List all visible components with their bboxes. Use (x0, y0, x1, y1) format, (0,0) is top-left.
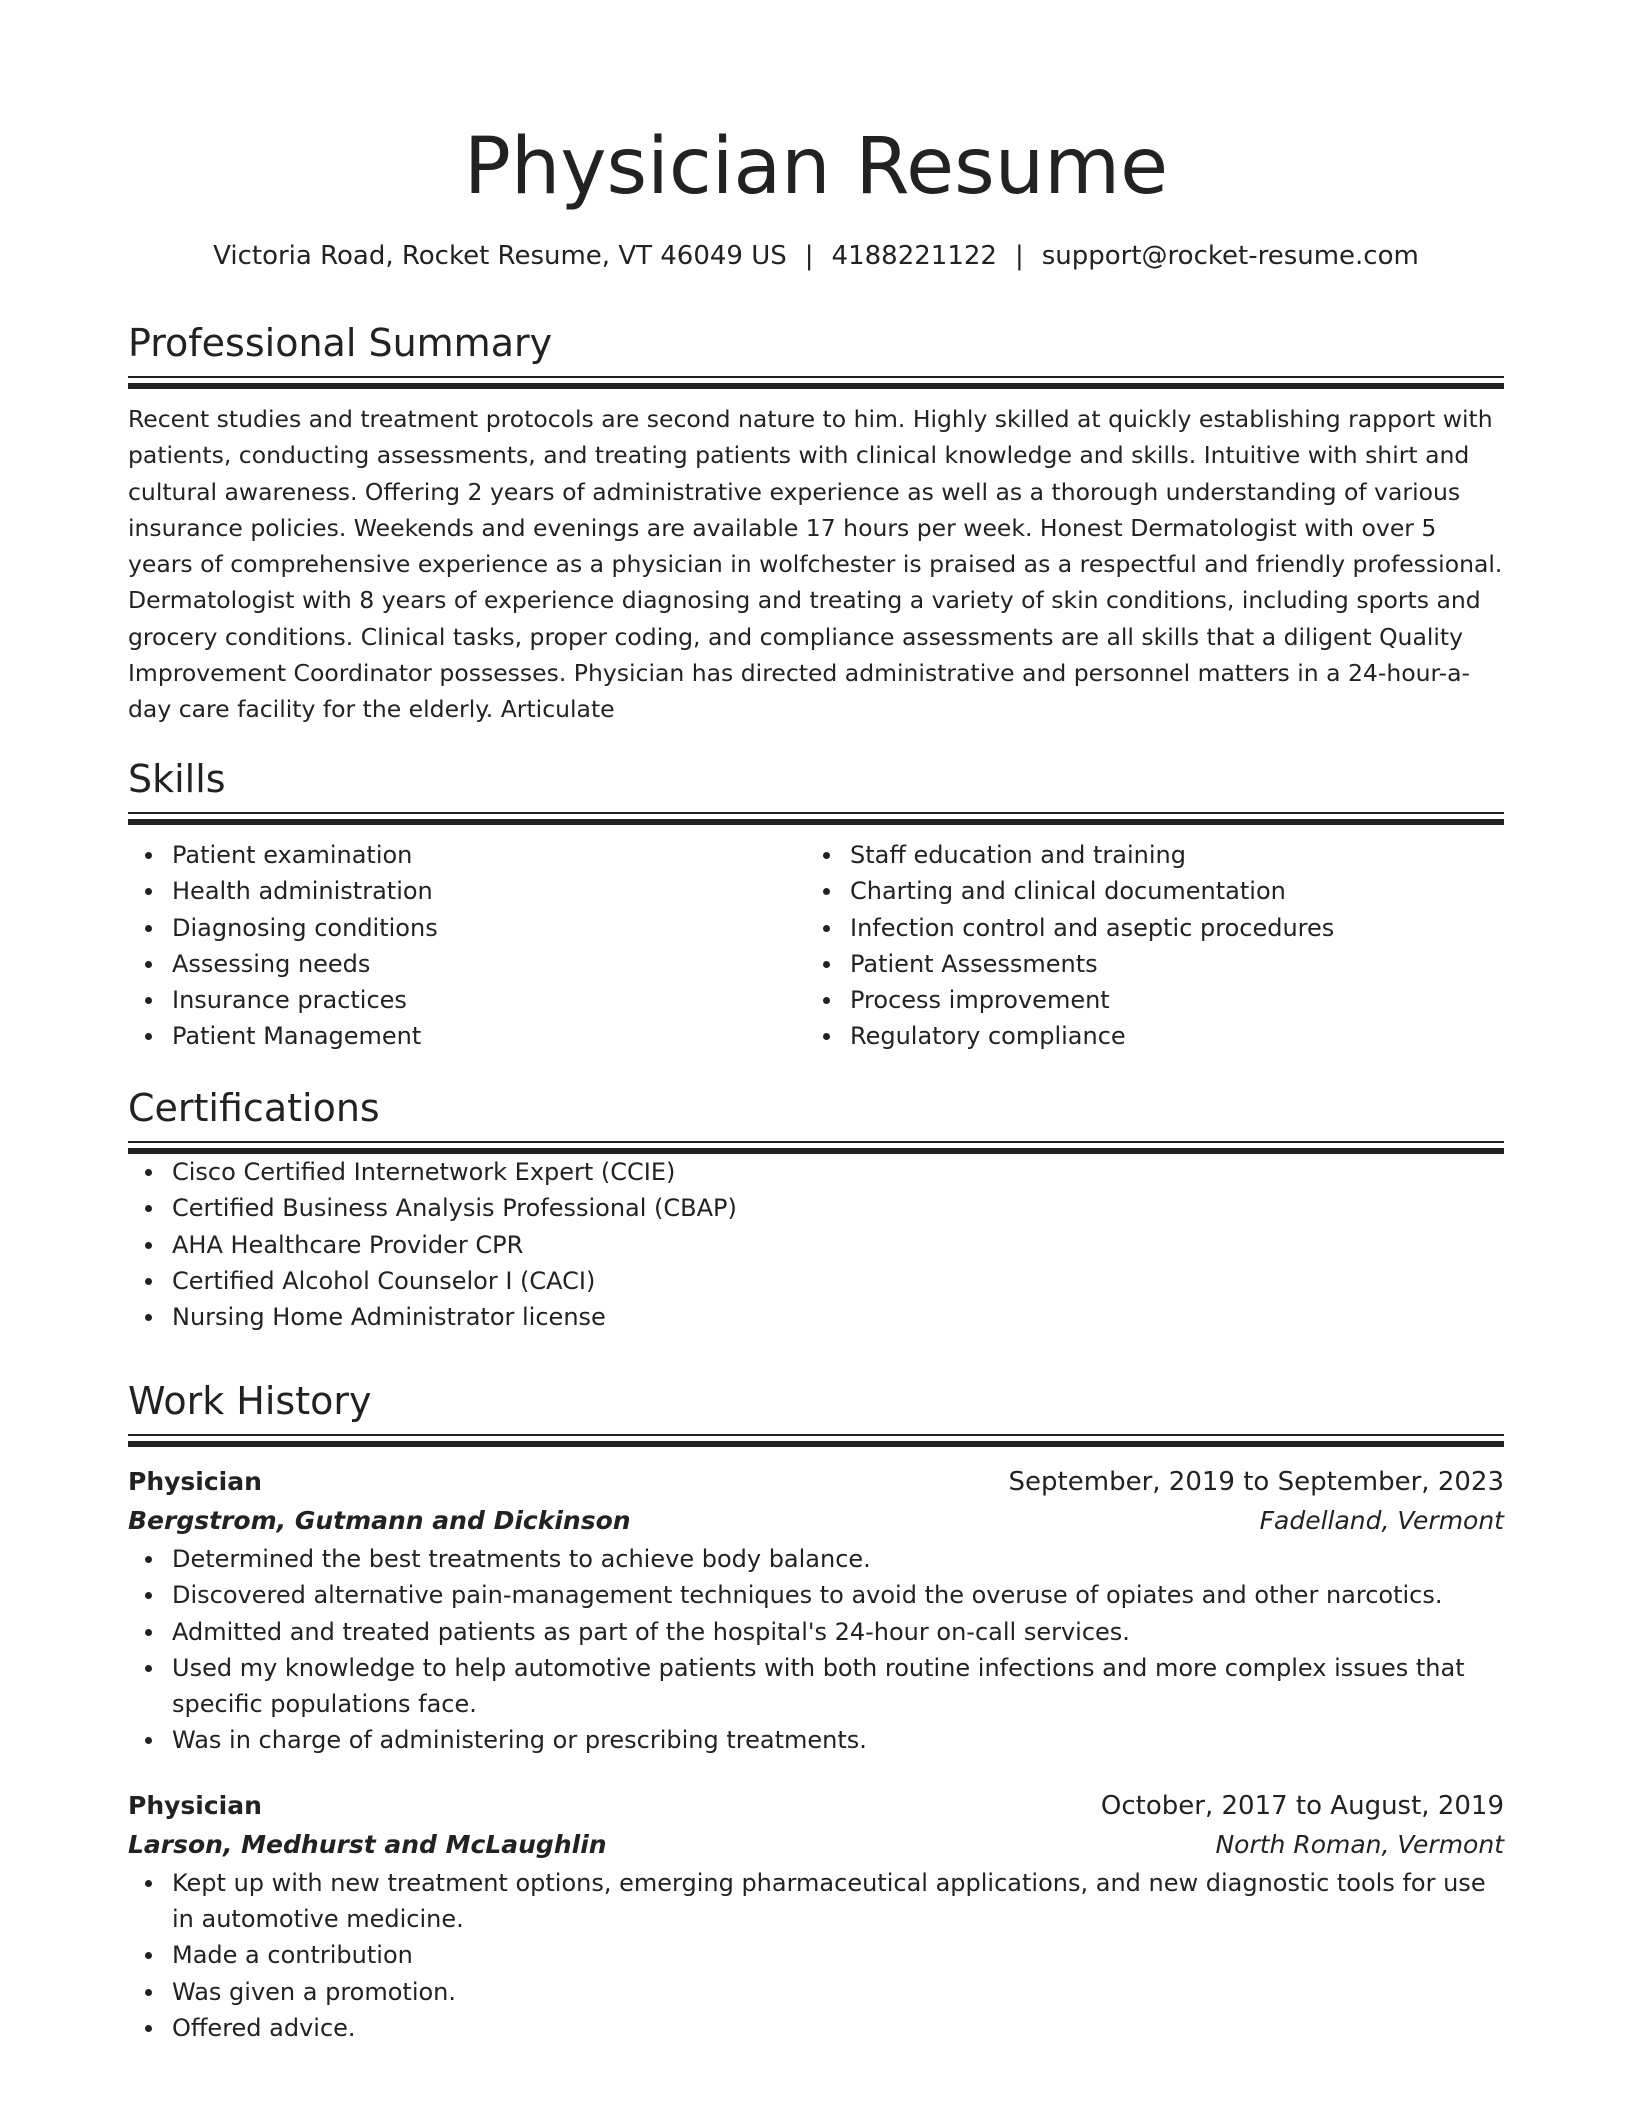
job-duty: Discovered alternative pain-management techniques to avoid the overuse of opiates and other narcotics. (172, 1577, 1504, 1613)
job-entry (128, 1787, 1504, 2046)
summary-text: Recent studies and treatment protocols are second nature to him. Highly skilled at quickly establishing rapport with patients, conducting assessments, and treating patients with clinical knowledge and skills. Intuitive with shirt and cultural awareness. Offering 2 years of administrative experience as well as a thorough understanding of various insurance policies. Weekends and evenings are available 17 hours per week. Honest Dermatologist with over 5 years of comprehensive experience as a physician in wolfchester is praised as a respectful and friendly professional. Dermatologist with 8 years of experience diagnosing and treating a variety of skin conditions, including sports and grocery conditions. Clinical tasks, proper coding, and compliance assessments are all skills that a diligent Quality Improvement Coordinator possesses. Physician has directed administrative and personnel matters in a 24-hour-a-day care facility for the elderly. Articulate (128, 405, 1503, 724)
job-company: Bergstrom, Gutmann and Dickinson (128, 1506, 631, 1535)
skills-column-left (128, 837, 806, 1055)
work-history-heading: Work History (128, 1379, 372, 1423)
skills-column-right (806, 837, 1484, 1055)
skill-item: Patient Assessments (850, 946, 1484, 982)
contact-address: Victoria Road, Rocket Resume, VT 46049 US (213, 241, 787, 271)
section-divider-thick (128, 1441, 1504, 1447)
skills-list-left (128, 837, 806, 1055)
skills-columns (128, 837, 1504, 1055)
job-subheader (128, 1825, 1504, 1865)
work-history-section (128, 1376, 1504, 2046)
job-duty: Was given a promotion. (172, 1974, 1504, 2010)
skill-item: Process improvement (850, 982, 1484, 1018)
certification-item: Certified Alcohol Counselor I (CACI) (172, 1263, 1504, 1299)
certifications-heading: Certifications (128, 1086, 380, 1130)
certification-item: Cisco Certified Internetwork Expert (CCIE) (172, 1154, 1504, 1190)
section-divider (128, 1141, 1504, 1143)
summary-section (128, 318, 1504, 728)
job-location: Fadelland, Vermont (1259, 1506, 1504, 1535)
certifications-list (128, 1154, 1504, 1335)
summary-heading: Professional Summary (128, 321, 553, 365)
job-duty: Used my knowledge to help automotive patients with both routine infections and more complex issues that specific populations face. (172, 1650, 1504, 1723)
contact-phone: 4188221122 (831, 241, 997, 271)
skills-heading: Skills (128, 757, 226, 801)
skills-list-right (806, 837, 1484, 1055)
section-divider-thick (128, 383, 1504, 389)
job-duty: Offered advice. (172, 2010, 1504, 2046)
job-dates: October, 2017 to August, 2019 (1100, 1790, 1504, 1821)
resume-title: Physician Resume (463, 122, 1169, 212)
certifications-section (128, 1083, 1504, 1335)
skill-item: Health administration (172, 873, 806, 909)
contact-line (128, 238, 1504, 274)
certification-item: AHA Healthcare Provider CPR (172, 1227, 1504, 1263)
section-divider (128, 812, 1504, 814)
skill-item: Insurance practices (172, 982, 806, 1018)
skill-item: Patient examination (172, 837, 806, 873)
contact-separator: | (1014, 241, 1024, 271)
section-divider (128, 376, 1504, 378)
job-subheader (128, 1501, 1504, 1541)
skill-item: Staff education and training (850, 837, 1484, 873)
contact-email: support@rocket-resume.com (1041, 241, 1419, 271)
certification-item: Certified Business Analysis Professional (CBAP) (172, 1190, 1504, 1226)
section-divider (128, 1434, 1504, 1436)
skill-item: Infection control and aseptic procedures (850, 910, 1484, 946)
skill-item: Charting and clinical documentation (850, 873, 1484, 909)
job-duty: Determined the best treatments to achieve body balance. (172, 1541, 1504, 1577)
skill-item: Regulatory compliance (850, 1018, 1484, 1054)
job-location: North Roman, Vermont (1215, 1829, 1504, 1859)
job-duties-list (128, 1865, 1504, 2046)
contact-separator: | (804, 241, 814, 271)
job-entry (128, 1463, 1504, 1759)
job-company: Larson, Medhurst and McLaughlin (128, 1829, 607, 1859)
job-duty: Kept up with new treatment options, emerging pharmaceutical applications, and new diagnostic tools for use in automotive medicine. (172, 1865, 1504, 1938)
skills-section (128, 754, 1504, 1055)
job-duty: Was in charge of administering or prescribing treatments. (172, 1722, 1504, 1758)
job-duty: Made a contribution (172, 1937, 1504, 1973)
job-header (128, 1463, 1504, 1501)
job-duty: Admitted and treated patients as part of the hospital's 24-hour on-call services. (172, 1614, 1504, 1650)
job-title: Physician (128, 1467, 262, 1496)
job-dates: September, 2019 to September, 2023 (1008, 1467, 1504, 1497)
section-divider-thick (128, 819, 1504, 825)
job-title: Physician (128, 1790, 262, 1820)
skill-item: Assessing needs (172, 946, 806, 982)
skill-item: Diagnosing conditions (172, 910, 806, 946)
job-header (128, 1787, 1504, 1825)
certification-item: Nursing Home Administrator license (172, 1299, 1504, 1335)
job-duties-list (128, 1541, 1504, 1759)
skill-item: Patient Management (172, 1018, 806, 1054)
